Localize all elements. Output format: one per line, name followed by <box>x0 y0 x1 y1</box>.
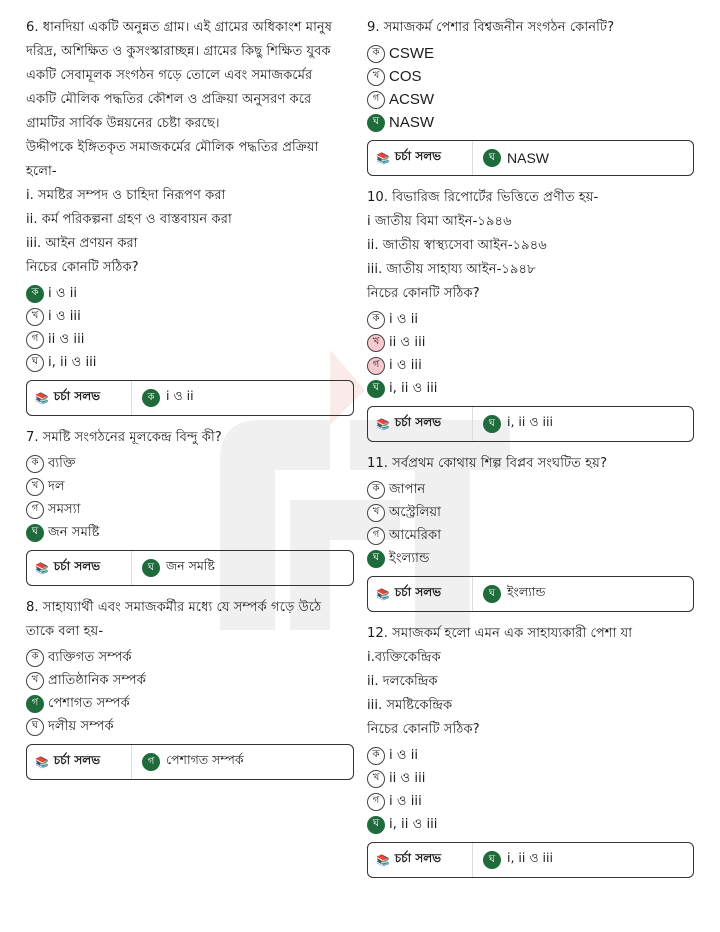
option-text: অস্ট্রেলিয়া <box>389 504 441 520</box>
answer-label <box>27 745 132 779</box>
option-letter-badge: গ <box>367 793 385 811</box>
answer-text: জন সমষ্টি <box>166 558 215 573</box>
answer-label <box>368 577 473 611</box>
option-text: i ও iii <box>389 357 422 373</box>
answer-box[interactable] <box>367 576 694 612</box>
option-item[interactable] <box>26 305 354 328</box>
option-text: CSWE <box>389 45 434 62</box>
question-block <box>367 186 694 442</box>
option-letter-badge: ক <box>367 311 385 329</box>
option-item[interactable] <box>26 282 354 305</box>
question-line: তাকে বলা হয়- <box>26 624 104 639</box>
option-item[interactable] <box>367 767 694 790</box>
option-item[interactable] <box>367 111 694 134</box>
option-item[interactable] <box>367 88 694 111</box>
answer-label-text: চর্চা সলভ <box>394 851 442 865</box>
option-item[interactable] <box>367 377 694 400</box>
question-line: হলো- <box>26 164 57 179</box>
answer-label <box>27 381 132 415</box>
question-line: i জাতীয় বিমা আইন-১৯৪৬ <box>367 214 512 229</box>
answer-box[interactable] <box>26 550 354 586</box>
option-item[interactable] <box>26 475 354 498</box>
option-letter-badge: ঘ <box>367 114 385 132</box>
options-list <box>26 282 354 374</box>
answer-value <box>132 558 215 578</box>
option-item[interactable] <box>367 501 694 524</box>
option-text: ii ও iii <box>389 770 426 786</box>
option-item[interactable] <box>367 547 694 570</box>
question-line: একটি মৌলিক পদ্ধতির কৌশল ও প্রক্রিয়া অনুসরণ করে <box>26 92 312 107</box>
option-item[interactable] <box>26 452 354 475</box>
question-block <box>26 426 354 586</box>
answer-box[interactable] <box>367 140 694 176</box>
option-text: ii ও iii <box>48 331 85 347</box>
option-text: i, ii ও iii <box>389 380 438 396</box>
answer-label-text: চর্চা সলভ <box>53 389 101 403</box>
option-letter-badge: ঘ <box>367 550 385 568</box>
option-text: সমস্যা <box>48 501 81 517</box>
question-line: iii. আইন প্রণয়ন করা <box>26 236 138 251</box>
answer-text: পেশাগত সম্পর্ক <box>166 752 244 767</box>
answer-label-text: চর্চা সলভ <box>53 753 101 767</box>
answer-letter-badge: ঘ <box>142 559 160 577</box>
question-block <box>26 596 354 780</box>
answer-value <box>473 414 553 434</box>
options-list <box>367 308 694 400</box>
option-letter-badge: খ <box>367 334 385 352</box>
answer-text: ইংল্যান্ড <box>507 584 546 599</box>
question-line: ii. দলকেন্দ্রিক <box>367 674 438 689</box>
option-letter-badge: গ <box>367 527 385 545</box>
question-line: iii. জাতীয় সাহায্য আইন-১৯৪৮ <box>367 262 536 277</box>
question-line: নিচের কোনটি সঠিক? <box>367 286 480 301</box>
option-letter-badge: খ <box>367 770 385 788</box>
option-item[interactable] <box>26 521 354 544</box>
option-text: i ও ii <box>389 311 419 327</box>
answer-box[interactable] <box>26 744 354 780</box>
option-item[interactable] <box>26 646 354 669</box>
option-item[interactable] <box>26 669 354 692</box>
option-letter-badge: খ <box>367 68 385 86</box>
book-stack-icon: 📚 <box>376 417 390 431</box>
question-line: একটি সেবামূলক সংগঠন গড়ে তোলে এবং সমাজকর্মের <box>26 68 313 83</box>
option-item[interactable] <box>367 354 694 377</box>
option-letter-badge: খ <box>26 478 44 496</box>
option-item[interactable] <box>26 351 354 374</box>
option-item[interactable] <box>367 478 694 501</box>
question-line: iii. সমষ্টিকেন্দ্রিক <box>367 698 453 713</box>
answer-value <box>132 752 244 772</box>
option-item[interactable] <box>26 498 354 521</box>
question-block <box>367 622 694 878</box>
option-letter-badge: গ <box>367 357 385 375</box>
option-text: দলীয় সম্পর্ক <box>48 718 114 734</box>
option-item[interactable] <box>367 331 694 354</box>
answer-label-text: চর্চা সলভ <box>394 415 442 429</box>
answer-label <box>27 551 132 585</box>
options-list <box>26 646 354 738</box>
answer-label <box>368 843 473 877</box>
question-line: ii. কর্ম পরিকল্পনা গ্রহণ ও বাস্তবায়ন করা <box>26 212 232 227</box>
question-line: গ্রামটির সার্বিক উন্নয়নের চেষ্টা করছে। <box>26 116 220 131</box>
question-stem: 7. সমষ্টি সংগঠনের মূলকেন্দ্র বিন্দু কী? <box>26 430 222 445</box>
book-stack-icon: 📚 <box>376 587 390 601</box>
option-text: i, ii ও iii <box>389 816 438 832</box>
option-letter-badge: গ <box>26 695 44 713</box>
question-stem: 11. সর্বপ্রথম কোথায় শিল্প বিপ্লব সংঘটিত হয়? <box>367 456 607 471</box>
option-letter-badge: খ <box>26 672 44 690</box>
options-list <box>367 42 694 134</box>
answer-value <box>473 850 553 870</box>
question-line: ii. জাতীয় স্বাস্থ্যসেবা আইন-১৯৪৬ <box>367 238 547 253</box>
option-item[interactable] <box>26 328 354 351</box>
right-column <box>367 16 694 888</box>
options-list <box>26 452 354 544</box>
option-text: দল <box>48 478 65 494</box>
option-letter-badge: ক <box>26 455 44 473</box>
option-letter-badge: গ <box>26 331 44 349</box>
book-stack-icon: 📚 <box>35 391 49 405</box>
option-item[interactable] <box>367 524 694 547</box>
option-item[interactable] <box>26 715 354 738</box>
option-text: i ও ii <box>48 285 78 301</box>
option-letter-badge: ঘ <box>26 354 44 372</box>
option-letter-badge: খ <box>26 308 44 326</box>
option-text: NASW <box>389 114 434 131</box>
option-text: জাপান <box>389 481 426 497</box>
answer-value <box>473 584 545 604</box>
question-block <box>26 16 354 416</box>
question-line: নিচের কোনটি সঠিক? <box>26 260 139 275</box>
option-text: ব্যক্তিগত সম্পর্ক <box>48 649 132 665</box>
option-letter-badge: ঘ <box>26 718 44 736</box>
option-text: i, ii ও iii <box>48 354 97 370</box>
answer-box[interactable] <box>367 842 694 878</box>
option-item[interactable] <box>367 744 694 767</box>
option-item[interactable] <box>26 692 354 715</box>
question-stem: 9. সমাজকর্ম পেশার বিশ্বজনীন সংগঠন কোনটি? <box>367 20 615 35</box>
answer-text: NASW <box>507 150 549 166</box>
answer-box[interactable] <box>367 406 694 442</box>
option-letter-badge: ক <box>26 649 44 667</box>
option-text: জন সমষ্টি <box>48 524 100 540</box>
option-letter-badge: গ <box>26 501 44 519</box>
option-letter-badge: ক <box>26 285 44 303</box>
option-letter-badge: ক <box>367 481 385 499</box>
answer-label <box>368 407 473 441</box>
book-stack-icon: 📚 <box>376 853 390 867</box>
answer-letter-badge: ঘ <box>483 149 501 167</box>
option-item[interactable] <box>367 813 694 836</box>
option-text: প্রাতিষ্ঠানিক সম্পর্ক <box>48 672 147 688</box>
answer-label-text: চর্চা সলভ <box>394 585 442 599</box>
option-letter-badge: ঘ <box>26 524 44 542</box>
option-letter-badge: গ <box>367 91 385 109</box>
question-line: i.ব্যক্তিকেন্দ্রিক <box>367 650 441 665</box>
question-stem: 10. বিভারিজ রিপোর্টের ভিত্তিতে প্রণীত হয়- <box>367 190 599 205</box>
question-line: উদ্দীপকে ইঙ্গিতকৃত সমাজকর্মের মৌলিক পদ্ধতির প্রক্রিয়া <box>26 140 319 155</box>
answer-value <box>473 149 549 167</box>
question-block <box>367 16 694 176</box>
option-text: i ও iii <box>389 793 422 809</box>
option-letter-badge: ঘ <box>367 816 385 834</box>
answer-letter-badge: ঘ <box>483 851 501 869</box>
option-text: ACSW <box>389 91 434 108</box>
option-item[interactable] <box>367 308 694 331</box>
option-text: i ও iii <box>48 308 81 324</box>
option-item[interactable] <box>367 790 694 813</box>
answer-text: i, ii ও iii <box>507 414 553 429</box>
option-text: ব্যক্তি <box>48 455 76 471</box>
option-letter-badge: ঘ <box>367 380 385 398</box>
option-text: i ও ii <box>389 747 419 763</box>
option-text: ii ও iii <box>389 334 426 350</box>
option-letter-badge: ক <box>367 747 385 765</box>
book-stack-icon: 📚 <box>35 561 49 575</box>
answer-text: i ও ii <box>166 388 194 403</box>
question-stem: 12. সমাজকর্ম হলো এমন এক সাহায্যকারী পেশা যা <box>367 626 633 641</box>
question-line: নিচের কোনটি সঠিক? <box>367 722 480 737</box>
option-letter-badge: খ <box>367 504 385 522</box>
book-stack-icon: 📚 <box>376 151 390 165</box>
answer-letter-badge: গ <box>142 753 160 771</box>
answer-value <box>132 388 194 408</box>
option-text: পেশাগত সম্পর্ক <box>48 695 130 711</box>
answer-label-text: চর্চা সলভ <box>394 149 442 163</box>
answer-label-text: চর্চা সলভ <box>53 559 101 573</box>
answer-letter-badge: ক <box>142 389 160 407</box>
option-text: COS <box>389 68 422 85</box>
options-list <box>367 744 694 836</box>
option-item[interactable] <box>367 42 694 65</box>
left-column <box>26 16 354 790</box>
answer-box[interactable] <box>26 380 354 416</box>
question-line: i. সমষ্টির সম্পদ ও চাহিদা নিরূপণ করা <box>26 188 226 203</box>
question-line: দরিদ্র, অশিক্ষিত ও কুসংস্কারাচ্ছন্ন। গ্রামের কিছু শিক্ষিত যুবক <box>26 44 331 59</box>
answer-label <box>368 141 473 175</box>
book-stack-icon: 📚 <box>35 755 49 769</box>
option-item[interactable] <box>367 65 694 88</box>
question-stem: 8. সাহায্যার্থী এবং সমাজকর্মীর মধ্যে যে সম্পর্ক গড়ে উঠে <box>26 600 322 615</box>
option-text: ইংল্যান্ড <box>389 550 430 566</box>
answer-letter-badge: ঘ <box>483 415 501 433</box>
answer-text: i, ii ও iii <box>507 850 553 865</box>
question-block <box>367 452 694 612</box>
options-list <box>367 478 694 570</box>
question-stem: 6. ধানদিয়া একটি অনুন্নত গ্রাম। এই গ্রামের অধিকাংশ মানুষ <box>26 20 333 35</box>
answer-letter-badge: ঘ <box>483 585 501 603</box>
option-text: আমেরিকা <box>389 527 442 543</box>
option-letter-badge: ক <box>367 45 385 63</box>
